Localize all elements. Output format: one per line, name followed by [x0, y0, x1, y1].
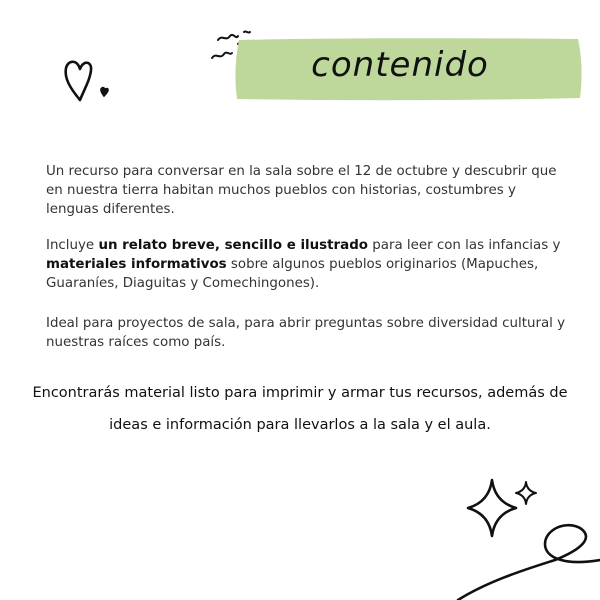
ideal-paragraph: Ideal para proyectos de sala, para abrir preguntas sobre diversidad cultural y nuestras raíces como país.	[46, 316, 566, 350]
includes-bold-2: materiales informativos	[46, 257, 227, 272]
includes-text-1: Incluye	[46, 238, 99, 253]
includes-bold-1: un relato breve, sencillo e ilustrado	[98, 238, 368, 253]
heart-icon	[60, 52, 120, 112]
page-title: contenido	[311, 45, 489, 85]
includes-paragraph	[46, 236, 566, 293]
closing-line-2: ideas e información para llevarlos a la sala y el aula.	[109, 417, 491, 433]
closing-line-1: Encontrarás material listo para imprimir y armar tus recursos, además de	[32, 385, 568, 401]
intro-paragraph: Un recurso para conversar en la sala sobre el 12 de octubre y descubrir que en nuestra tierra habitan muchos pueblos con historias, costumbres y lenguas diferentes.	[46, 164, 557, 217]
swirl-icon	[430, 500, 600, 600]
includes-text-2: para leer con las infancias y	[367, 238, 561, 253]
includes-text-3: sobre algunos pueblos originarios (Mapuches, Guaraníes, Diaguitas y Comechingones).	[46, 257, 539, 291]
